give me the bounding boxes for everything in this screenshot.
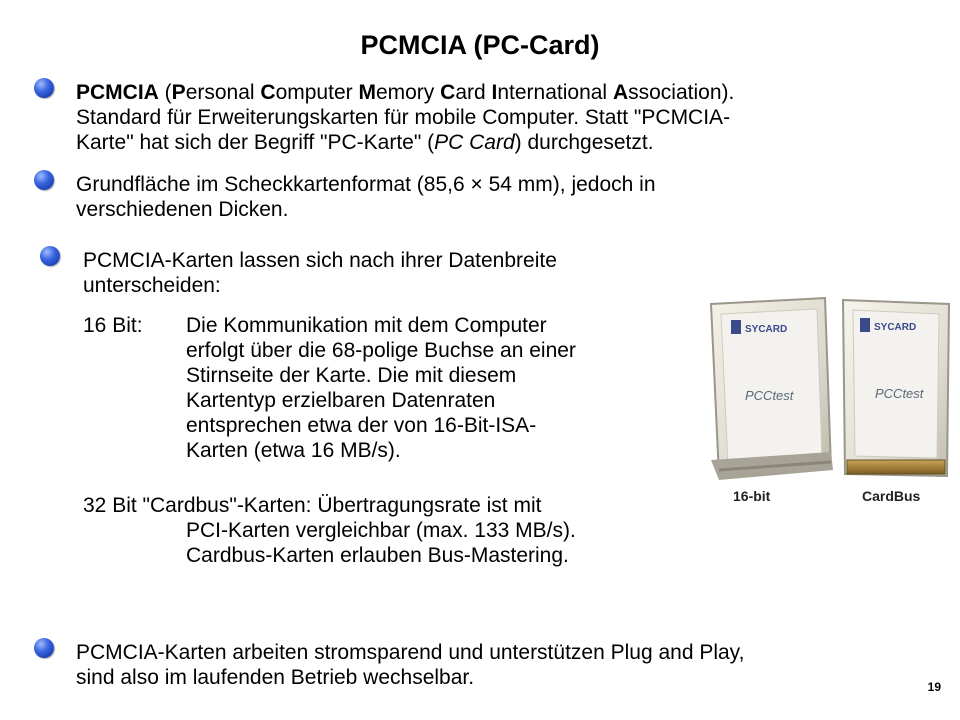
pc-cards-photo [697,290,957,520]
bullet-4-line-2: sind also im laufenden Betrieb wechselbar. [76,666,475,689]
bullet-2-line-1: Grundfläche im Scheckkartenformat (85,6 × 54 mm), jedoch in [76,173,656,196]
bullet-3-intro [83,248,703,298]
bullet-1-text [76,80,946,155]
pc-cards-illustration [697,290,957,520]
page-number: 19 [927,680,941,694]
row-16-line: Karten (etwa 16 MB/s). [186,439,401,462]
row-32-line-1: 32 Bit "Cardbus"-Karten: Übertragungsrate ist mit [83,494,542,517]
row-16-bit-term: 16 Bit: [83,314,143,337]
row-32-bit [83,493,703,568]
row-16-bit-desc [186,313,576,463]
bullet-1-line-1: PCMCIA (Personal Computer Memory Card International Association). [76,81,735,104]
row-16-line: Stirnseite der Karte. Die mit diesem [186,364,517,387]
row-32-line-3: Cardbus-Karten erlauben Bus-Mastering. [186,544,569,567]
card-1-brand: SYCARD [745,324,788,335]
row-16-line: erfolgt über die 68-polige Buchse an einer [186,339,576,362]
row-16-line: Kartentyp erzielbaren Datenraten [186,389,496,412]
bullet-1-dot [34,78,54,98]
bullet-2-dot [34,170,54,190]
bullet-3-dot [40,246,60,266]
bullet-2-line-2: verschiedenen Dicken. [76,198,289,221]
row-16-bit [83,313,693,473]
pcmcia-acronym: CMCIA [90,81,159,104]
bullet-1-line-2: Standard für Erweiterungskarten für mobile Computer. Statt "PCMCIA- [76,106,731,129]
bullet-1-line-3: Karte" hat sich der Begriff "PC-Karte" (PC Card) durchgesetzt. [76,131,654,154]
bullet-3-line-1: PCMCIA-Karten lassen sich nach ihrer Datenbreite [83,249,557,272]
row-16-line: entsprechen etwa der von 16-Bit-ISA- [186,414,537,437]
card-1-product: PCCtest [745,388,794,403]
card-2-brand: SYCARD [874,322,917,333]
bullet-4-dot [34,638,54,658]
bullet-2-text [76,172,946,222]
row-32-line-2: PCI-Karten vergleichbar (max. 133 MB/s). [186,519,576,542]
bullet-3-line-2: unterscheiden: [83,274,221,297]
bullet-4-text [76,640,946,690]
row-16-line: Die Kommunikation mit dem Computer [186,314,547,337]
card-2-product: PCCtest [875,386,924,401]
bullet-4-line-1: PCMCIA-Karten arbeiten stromsparend und unterstützen Plug and Play, [76,641,745,664]
slide-title: PCMCIA (PC-Card) [360,30,600,60]
card-1-label: 16-bit [733,488,771,504]
card-2-label: CardBus [862,488,921,504]
